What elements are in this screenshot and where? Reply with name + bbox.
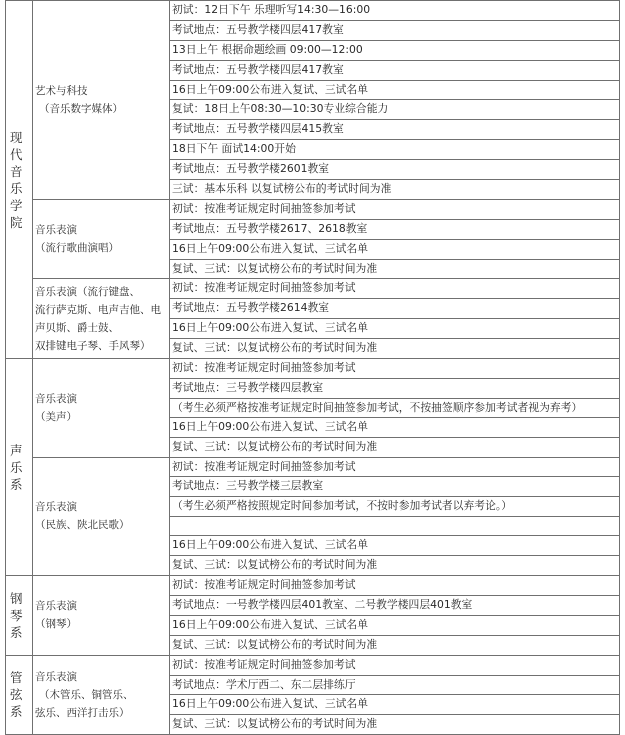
- info-line: 13日上午 根据命题绘画 09:00—12:00: [170, 41, 619, 61]
- major-line: （美声）: [35, 410, 77, 423]
- major-line: 音乐表演: [35, 224, 77, 237]
- info-line: 初试：按准考证规定时间抽签参加考试: [170, 458, 619, 478]
- table-row: [6, 279, 620, 359]
- info-line: （考生必须严格按准考证规定时间抽签参加考试，不按抽签顺序参加考试者视为弃考）: [170, 399, 619, 418]
- major-line: 音乐表演: [35, 600, 77, 613]
- table-row: [6, 199, 620, 279]
- table-row: [6, 576, 620, 656]
- dept-vocal: [6, 359, 33, 576]
- info-line: 考试地点：五号教学楼2617、2618教室: [170, 220, 619, 240]
- major-cell: [33, 199, 170, 279]
- dept-char: 系: [10, 624, 23, 640]
- exam-info-cell: [170, 1, 620, 200]
- info-line: 考试地点：学术厅西二、东二层排练厅: [170, 676, 619, 696]
- info-line: 初试：按准考证规定时间抽签参加考试: [170, 279, 619, 299]
- major-line: （流行歌曲演唱）: [35, 242, 119, 255]
- major-line: （民族、陕北民歌）: [35, 519, 130, 532]
- major-line: 音乐表演: [35, 670, 77, 683]
- major-cell: [33, 359, 170, 458]
- info-line: 16日上午09:00公布进入复试、三试名单: [170, 695, 619, 715]
- info-line: 考试地点：五号教学楼四层415教室: [170, 120, 619, 140]
- info-line: 16日上午09:00公布进入复试、三试名单: [170, 616, 619, 636]
- major-line: 艺术与科技: [35, 84, 88, 97]
- info-line: 16日上午09:00公布进入复试、三试名单: [170, 536, 619, 556]
- major-line: 弦乐、西洋打击乐）: [35, 706, 130, 719]
- info-line: 三试：基本乐科 以复试榜公布的考试时间为准: [172, 182, 392, 196]
- major-line: 流行萨克斯、电声吉他、电: [35, 303, 161, 316]
- info-line: 18日下午 面试14:00开始: [170, 140, 619, 160]
- dept-modern-music: [6, 1, 33, 359]
- dept-char: 系: [10, 476, 23, 492]
- exam-info-cell: [170, 279, 620, 359]
- major-line: 双排键电子琴、手风琴）: [35, 339, 151, 352]
- major-cell: [33, 576, 170, 656]
- dept-char: 钢: [10, 590, 23, 606]
- info-line: 初试：按准考证规定时间抽签参加考试: [170, 359, 619, 379]
- major-line: （木管乐、铜管乐、: [39, 688, 134, 701]
- major-line: 音乐表演: [35, 501, 77, 514]
- info-line: 考试地点：一号教学楼四层401教室、二号教学楼四层401教室: [170, 596, 619, 616]
- dept-char: 院: [10, 214, 23, 230]
- exam-info-cell: [170, 199, 620, 279]
- exam-info-cell: [170, 576, 620, 656]
- table-row: [6, 1, 620, 200]
- dept-char: 系: [10, 704, 23, 720]
- info-line: 考试地点：五号教学楼2614教室: [170, 299, 619, 319]
- info-line: 考试地点：三号教学楼四层教室: [170, 379, 619, 399]
- major-cell: [33, 1, 170, 200]
- info-line: 复试、三试：以复试榜公布的考试时间为准: [172, 558, 378, 572]
- exam-info-cell: [170, 457, 620, 575]
- major-line: （音乐数字媒体）: [39, 102, 123, 115]
- exam-schedule-table: [5, 0, 620, 735]
- info-line: [170, 517, 619, 536]
- dept-char: 管: [10, 670, 23, 686]
- table-row: [6, 359, 620, 458]
- dept-char: 音: [10, 163, 23, 179]
- info-line: 复试、三试：以复试榜公布的考试时间为准: [172, 261, 378, 275]
- info-line: 初试：12日下午 乐理听写14:30—16:00: [170, 1, 619, 21]
- dept-orchestral: [6, 655, 33, 735]
- info-line: 考试地点：五号教学楼2601教室: [170, 160, 619, 180]
- dept-char: 弦: [10, 687, 23, 703]
- info-line: 16日上午09:00公布进入复试、三试名单: [170, 319, 619, 339]
- dept-char: 学: [10, 197, 23, 213]
- exam-info-cell: [170, 359, 620, 458]
- major-line: 音乐表演: [35, 392, 77, 405]
- table-row: [6, 457, 620, 575]
- info-line: 复试、三试：以复试榜公布的考试时间为准: [172, 637, 378, 651]
- dept-char: 乐: [10, 459, 23, 475]
- info-line: 初试：按准考证规定时间抽签参加考试: [170, 656, 619, 676]
- major-line: （钢琴）: [35, 618, 77, 631]
- info-line: 初试：按准考证规定时间抽签参加考试: [170, 200, 619, 220]
- info-line: 复试：18日上午08:30—10:30专业综合能力: [170, 100, 619, 120]
- major-line: 声贝斯、爵士鼓、: [35, 321, 119, 334]
- exam-info-cell: [170, 655, 620, 735]
- info-line: 复试、三试：以复试榜公布的考试时间为准: [172, 717, 378, 731]
- major-line: 音乐表演（流行键盘、: [35, 285, 140, 298]
- major-cell: [33, 655, 170, 735]
- info-line: （考生必须严格按照规定时间参加考试，不按时参加考试者以弃考论。）: [170, 497, 619, 517]
- dept-char: 代: [10, 146, 23, 162]
- info-line: 16日上午09:00公布进入复试、三试名单: [170, 240, 619, 260]
- info-line: 考试地点：三号教学楼三层教室: [170, 477, 619, 497]
- info-line: 考试地点：五号教学楼四层417教室: [170, 61, 619, 81]
- exam-schedule-page: [5, 0, 619, 731]
- info-line: 复试、三试：以复试榜公布的考试时间为准: [172, 341, 378, 355]
- dept-piano: [6, 576, 33, 656]
- info-line: 考试地点：五号教学楼四层417教室: [170, 21, 619, 41]
- dept-char: 乐: [10, 180, 23, 196]
- table-row: [6, 655, 620, 735]
- info-line: 复试、三试：以复试榜公布的考试时间为准: [172, 439, 378, 453]
- dept-char: 琴: [10, 607, 23, 623]
- dept-char: 声: [10, 442, 23, 458]
- major-cell: [33, 279, 170, 359]
- info-line: 初试：按准考证规定时间抽签参加考试: [170, 576, 619, 596]
- dept-char: 现: [10, 129, 23, 145]
- info-line: 16日上午09:00公布进入复试、三试名单: [170, 418, 619, 438]
- info-line: 16日上午09:00公布进入复试、三试名单: [170, 81, 619, 101]
- major-cell: [33, 457, 170, 575]
